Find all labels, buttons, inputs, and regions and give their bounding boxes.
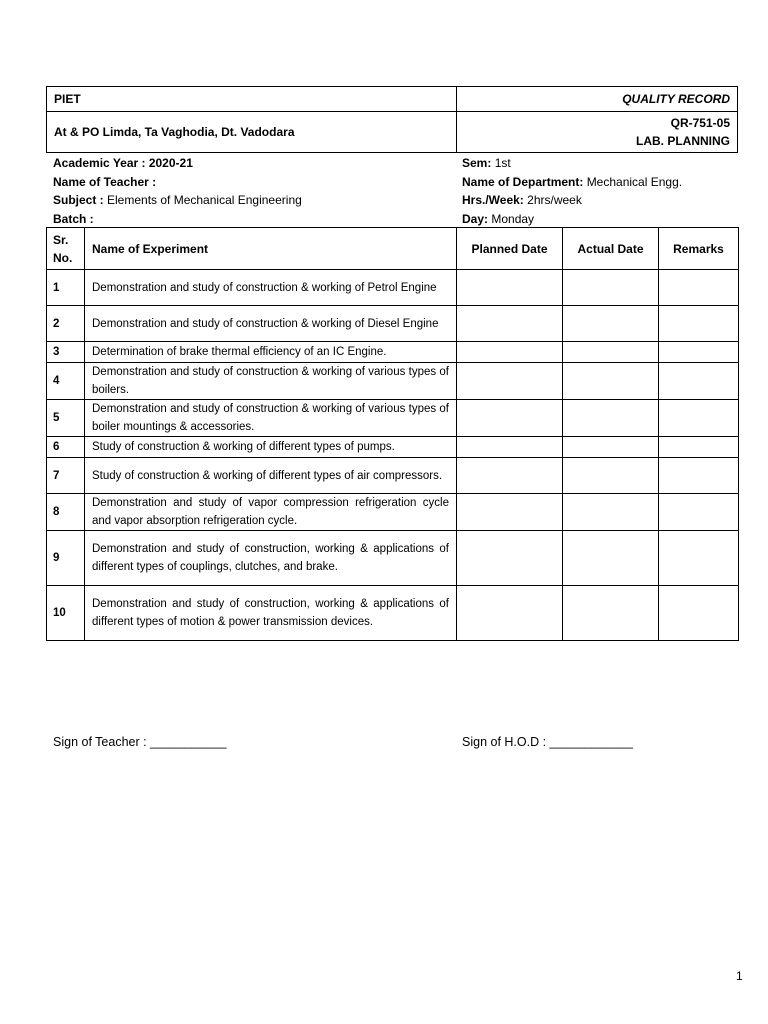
- table-row: [47, 306, 739, 342]
- remarks-cell[interactable]: [659, 342, 739, 363]
- hours-value: 2hrs/week: [527, 193, 582, 207]
- planned-date-cell[interactable]: [457, 494, 563, 531]
- col-header-remarks: Remarks: [659, 228, 739, 270]
- actual-date-cell[interactable]: [563, 531, 659, 586]
- col-header-name: Name of Experiment: [85, 228, 457, 270]
- subject-value: Elements of Mechanical Engineering: [107, 193, 302, 207]
- planned-date-cell[interactable]: [457, 437, 563, 458]
- actual-date-cell[interactable]: [563, 437, 659, 458]
- hod-signature-line: Sign of H.O.D : ____________: [462, 735, 633, 749]
- actual-date-cell[interactable]: [563, 306, 659, 342]
- institute-name: PIET: [47, 87, 457, 112]
- table-row: [47, 531, 739, 586]
- table-row: [47, 458, 739, 494]
- department-value: Mechanical Engg.: [586, 174, 683, 189]
- sem-value: 1st: [494, 156, 511, 170]
- hours-label: Hrs./Week:: [462, 193, 528, 207]
- header-table: [46, 86, 738, 153]
- row-experiment: Study of construction & working of different types of air compressors.: [85, 458, 457, 494]
- actual-date-cell[interactable]: [563, 494, 659, 531]
- row-sr: 3: [47, 342, 85, 363]
- record-title: LAB. PLANNING: [636, 134, 730, 148]
- actual-date-cell[interactable]: [563, 400, 659, 437]
- table-row: [47, 586, 739, 641]
- row-sr: 1: [47, 270, 85, 306]
- table-row: [47, 270, 739, 306]
- teacher-name: Name of Teacher :: [53, 174, 157, 189]
- semester: [462, 154, 682, 173]
- meta-right: [462, 154, 682, 228]
- row-sr: 5: [47, 400, 85, 437]
- planned-date-cell[interactable]: [457, 531, 563, 586]
- sem-label: Sem:: [462, 156, 495, 170]
- experiment-table: [46, 227, 739, 641]
- planned-date-cell[interactable]: [457, 342, 563, 363]
- row-sr: 6: [47, 437, 85, 458]
- table-row: [47, 342, 739, 363]
- remarks-cell[interactable]: [659, 306, 739, 342]
- col-header-sr: Sr. No.: [47, 228, 85, 270]
- planned-date-cell[interactable]: [457, 270, 563, 306]
- row-experiment: Demonstration and study of vapor compression refrigeration cycle and vapor absorption refrigeration cycle.: [85, 494, 457, 531]
- remarks-cell[interactable]: [659, 437, 739, 458]
- record-code: QR-751-05: [670, 116, 730, 130]
- table-row: [47, 437, 739, 458]
- department: [462, 173, 682, 192]
- subject-label: Subject :: [53, 193, 108, 207]
- subject: [53, 191, 302, 210]
- col-header-actual: Actual Date: [563, 228, 659, 270]
- row-sr: 10: [47, 586, 85, 641]
- department-label: Name of Department:: [462, 174, 587, 189]
- row-experiment: Demonstration and study of construction & working of Petrol Engine: [85, 270, 457, 306]
- academic-year: Academic Year : 2020-21: [53, 156, 193, 170]
- planned-date-cell[interactable]: [457, 458, 563, 494]
- row-experiment: Demonstration and study of construction & working of Diesel Engine: [85, 306, 457, 342]
- row-experiment: Demonstration and study of construction & working of various types of boiler mountings & accessories.: [85, 400, 457, 437]
- day-value: Monday: [491, 211, 535, 226]
- page-number: 1: [736, 969, 743, 983]
- row-experiment: Demonstration and study of construction, working & applications of different types of motion & power transmission devices.: [85, 586, 457, 641]
- row-experiment: Study of construction & working of different types of pumps.: [85, 437, 457, 458]
- row-experiment: Demonstration and study of construction, working & applications of different types of couplings, clutches, and brake.: [85, 531, 457, 586]
- remarks-cell[interactable]: [659, 531, 739, 586]
- course-meta: [46, 154, 738, 228]
- actual-date-cell[interactable]: [563, 586, 659, 641]
- actual-date-cell[interactable]: [563, 342, 659, 363]
- planned-date-cell[interactable]: [457, 306, 563, 342]
- row-sr: 9: [47, 531, 85, 586]
- actual-date-cell[interactable]: [563, 363, 659, 400]
- remarks-cell[interactable]: [659, 458, 739, 494]
- remarks-cell[interactable]: [659, 494, 739, 531]
- row-sr: 4: [47, 363, 85, 400]
- row-sr: 8: [47, 494, 85, 531]
- row-sr: 2: [47, 306, 85, 342]
- remarks-cell[interactable]: [659, 586, 739, 641]
- col-header-planned: Planned Date: [457, 228, 563, 270]
- row-experiment: Determination of brake thermal efficiency of an IC Engine.: [85, 342, 457, 363]
- planned-date-cell[interactable]: [457, 363, 563, 400]
- table-row: [47, 494, 739, 531]
- batch: Batch :: [53, 211, 94, 226]
- teacher-signature-line: Sign of Teacher : ___________: [53, 735, 227, 749]
- record-type: QUALITY RECORD: [457, 87, 738, 112]
- table-row: [47, 363, 739, 400]
- hours-per-week: [462, 191, 682, 210]
- planned-date-cell[interactable]: [457, 400, 563, 437]
- actual-date-cell[interactable]: [563, 270, 659, 306]
- record-info: [457, 112, 738, 153]
- meta-left: [53, 154, 302, 228]
- remarks-cell[interactable]: [659, 400, 739, 437]
- planned-date-cell[interactable]: [457, 586, 563, 641]
- lab-day: [462, 210, 682, 229]
- row-sr: 7: [47, 458, 85, 494]
- remarks-cell[interactable]: [659, 270, 739, 306]
- institute-address: At & PO Limda, Ta Vaghodia, Dt. Vadodara: [47, 112, 457, 153]
- actual-date-cell[interactable]: [563, 458, 659, 494]
- table-row: [47, 400, 739, 437]
- day-label: Day:: [462, 211, 492, 226]
- row-experiment: Demonstration and study of construction & working of various types of boilers.: [85, 363, 457, 400]
- remarks-cell[interactable]: [659, 363, 739, 400]
- table-header-row: [47, 228, 739, 270]
